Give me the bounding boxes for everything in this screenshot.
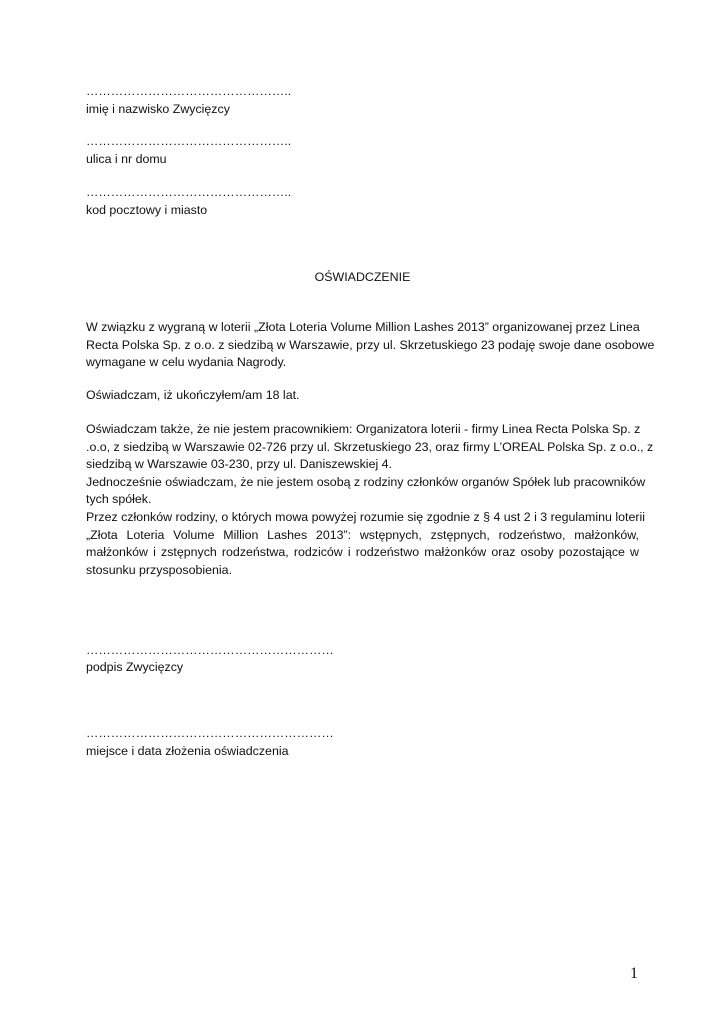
- postal-dots-line: …………………………………………..: [86, 185, 292, 199]
- place-date-dots-line: ……………………………………………………: [86, 726, 334, 740]
- document-title: OŚWIADCZENIE: [314, 270, 411, 284]
- paragraph-line: Przez członków rodziny, o których mowa powyżej rozumie się zgodnie z § 4 ust 2 i 3 regulaminu loterii: [86, 509, 645, 524]
- signature-dots-line: ……………………………………………………: [86, 643, 334, 657]
- paragraph-line: Oświadczam także, że nie jestem pracownikiem: Organizatora loterii - firmy Linea Recta Polska Sp. z: [86, 422, 641, 436]
- paragraph-line: tych spółek.: [86, 492, 152, 507]
- paragraph-line: siedzibą w Warszawie 03-230, przy ul. Daniszewskiej 4.: [86, 457, 392, 472]
- paragraph-line: Jednocześnie oświadczam, że nie jestem osobą z rodziny członków organów Spółek lub pracowników: [86, 474, 646, 489]
- name-dots-line: …………………………………………..: [86, 84, 292, 98]
- postal-label: kod pocztowy i miasto: [86, 203, 208, 217]
- paragraph-line: W związku z wygraną w loterii „Złota Loteria Volume Million Lashes 2013” organizowanej przez Linea: [86, 320, 640, 334]
- signature-label: podpis Zwycięzcy: [86, 660, 184, 674]
- paragraph-win-statement: [86, 319, 655, 372]
- paragraph-line: stosunku przysposobienia.: [86, 562, 233, 577]
- name-label: imię i nazwisko Zwycięzcy: [86, 102, 230, 116]
- place-date-label: miejsce i data złożenia oświadczenia: [86, 744, 289, 758]
- paragraph-age-statement: Oświadczam, iż ukończyłem/am 18 lat.: [86, 388, 300, 402]
- paragraph-line: .o.o, z siedzibą w Warszawie 02-726 przy ul. Skrzetuskiego 23, oraz firmy L’OREAL Polska Sp. z o.o., z: [86, 439, 654, 454]
- paragraph-line: wymagane w celu wydania Nagrody.: [86, 355, 287, 370]
- paragraph-line: „Złota Loteria Volume Million Lashes 2013”: wstępnych, zstępnych, rodzeństwo, małżonków,: [86, 527, 639, 542]
- paragraph-line: Recta Polska Sp. z o.o. z siedzibą w Warszawie, przy ul. Skrzetuskiego 23 podaję swoje dane osobowe: [86, 337, 655, 352]
- paragraph-employment-statement: [86, 421, 654, 579]
- street-dots-line: …………………………………………..: [86, 134, 292, 148]
- page-number: 1: [630, 965, 638, 982]
- street-label: ulica i nr domu: [86, 152, 167, 166]
- paragraph-line: małżonków i zstępnych rodzeństwa, rodziców i rodzeństwo małżonków oraz osoby pozostające w: [86, 545, 639, 560]
